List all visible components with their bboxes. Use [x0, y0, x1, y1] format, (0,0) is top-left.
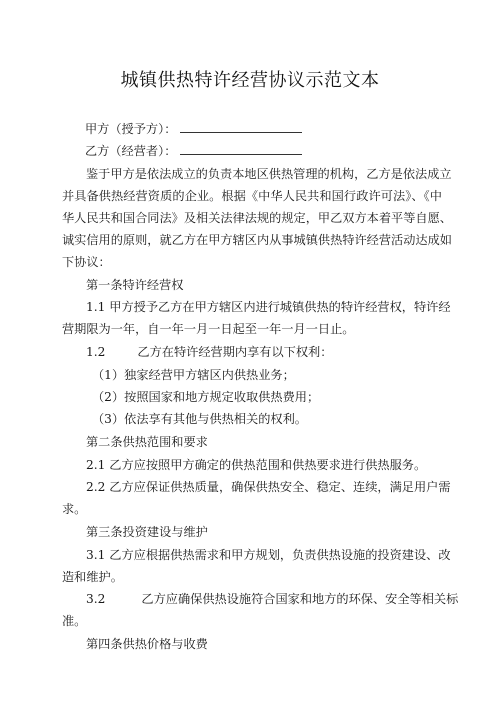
preamble-line-4: 诚实信用的原则，就乙方在甲方辖区内从事城镇供热特许经营活动达成如 [62, 233, 452, 247]
article-1-heading: 第一条特许经营权 [86, 278, 184, 292]
party-a-label: 甲方（授予方）： [85, 122, 177, 136]
clause-3-2-text: 乙方应确保供热设施符合国家和地方的环保、安全等相关标 [141, 592, 459, 606]
clause-1-1-text: 甲方授予乙方在甲方辖区内进行城镇供热的特许经营权，特许经 [109, 300, 451, 314]
preamble-line-5: 下协议： [62, 255, 111, 269]
clause-3-2-line-2: 准。 [62, 614, 87, 628]
clause-3-1-text: 乙方应根据供热需求和甲方规划，负责供热设施的投资建设、改 [109, 548, 451, 562]
party-b-label: 乙方（经营者）： [85, 144, 177, 158]
clause-3-1-line-1 [86, 547, 451, 563]
article-2-heading: 第二条供热范围和要求 [86, 435, 208, 449]
clause-3-1-line-2: 造和维护。 [62, 570, 123, 584]
clause-1-2-line [86, 344, 466, 360]
clause-2-2-line-2: 求。 [62, 502, 87, 516]
preamble-line-3: 华人民共和国合同法》及相关法律法规的规定，甲乙双方本着平等自愿、 [62, 211, 452, 225]
article-3-heading: 第三条投资建设与维护 [86, 525, 208, 539]
right-item-3: （3）依法享有其他与供热相关的权利。 [92, 412, 307, 426]
clause-2-2-text: 乙方应保证供热质量，确保供热安全、稳定、连续，满足用户需 [109, 480, 451, 494]
clause-3-2-number: 3.2 [86, 592, 106, 606]
clause-1-1-number: 1.1 [86, 300, 106, 314]
preamble-line-2: 并具备供热经营资质的企业。根据《中华人民共和国行政许可法》、《中 [62, 189, 442, 203]
party-b-line [62, 143, 442, 159]
party-b-blank[interactable] [180, 143, 302, 155]
clause-1-2-text: 乙方在特许经营期内享有以下权利： [137, 345, 333, 359]
clause-1-1-line-1 [86, 299, 451, 315]
clause-3-1-number: 3.1 [86, 548, 106, 562]
clause-2-2-line-1 [86, 479, 451, 495]
clause-2-1-number: 2.1 [86, 458, 106, 472]
preamble-line-1: 鉴于甲方是依法成立的负责本地区供热管理的机构，乙方是依法成立 [86, 167, 452, 181]
document-title: 城镇供热特许经营协议示范文本 [120, 70, 380, 91]
right-item-2: （2）按照国家和地方规定收取供热费用； [92, 390, 320, 404]
clause-1-1-line-2: 营期限为一年，自一年一月一日起至一年一月一日止。 [62, 322, 355, 336]
party-a-blank[interactable] [180, 121, 302, 133]
right-item-1: （1）独家经营甲方辖区内供热业务； [92, 368, 295, 382]
clause-2-1-line [86, 457, 466, 473]
clause-2-2-number: 2.2 [86, 480, 106, 494]
clause-2-1-text: 乙方应按照甲方确定的供热范围和供热要求进行供热服务。 [109, 458, 427, 472]
article-4-heading: 第四条供热价格与收费 [86, 637, 208, 651]
clause-1-2-number: 1.2 [86, 345, 106, 359]
party-a-line [62, 121, 442, 137]
clause-3-2-line-1 [86, 591, 459, 607]
